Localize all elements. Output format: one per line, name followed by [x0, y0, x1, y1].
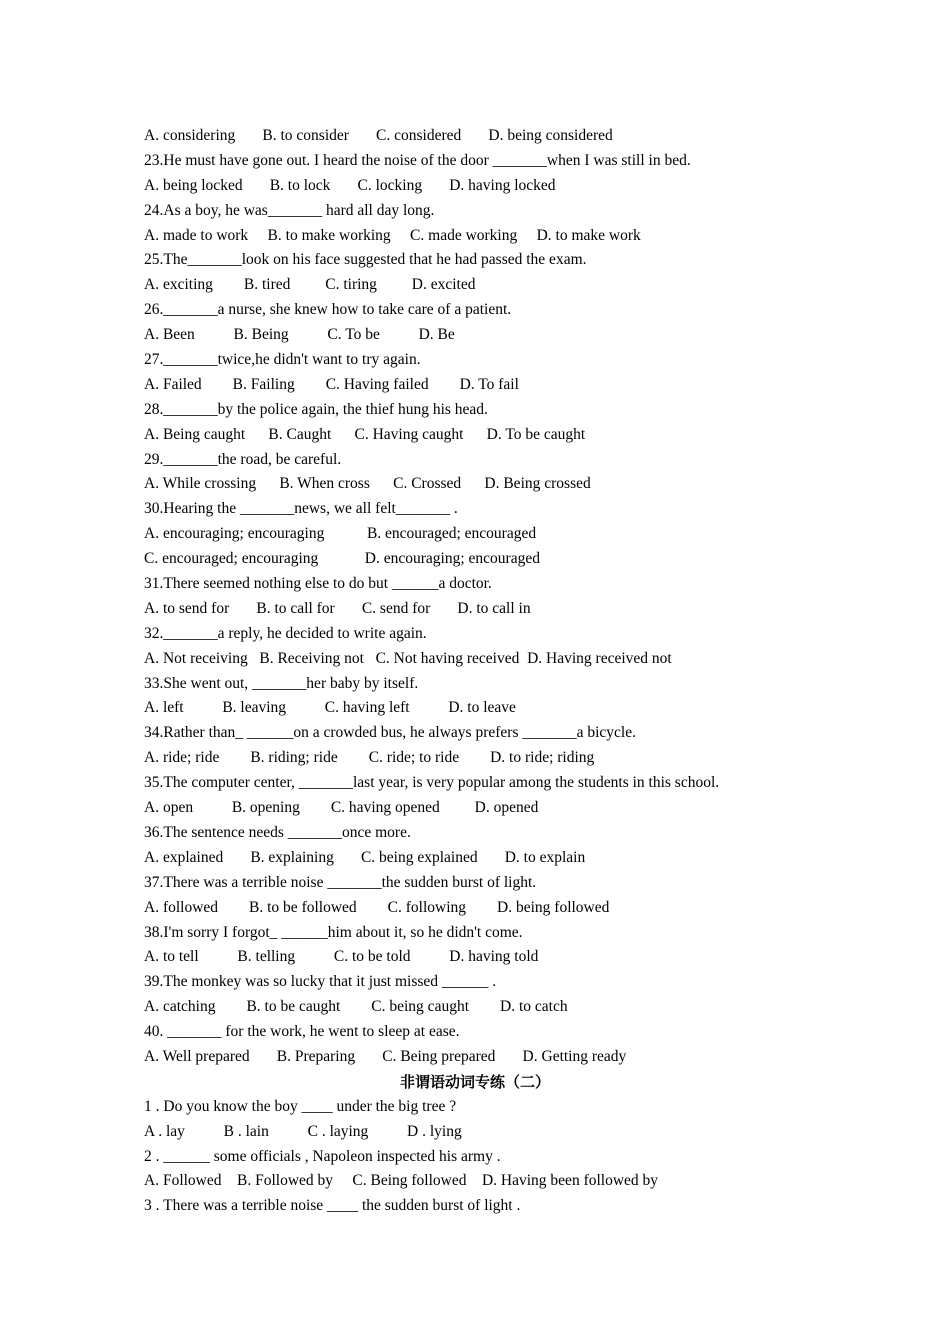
question-2-3: 3 . There was a terrible noise ____ the sudden burst of light . [144, 1197, 521, 1215]
answer-options-26: A. Been B. Being C. To be D. Be [144, 326, 455, 344]
answer-options-27: A. Failed B. Failing C. Having failed D. To fail [144, 375, 519, 393]
answer-options-35: A. open B. opening C. having opened D. opened [144, 799, 539, 817]
question-23: 23.He must have gone out. I heard the noise of the door _______when I was still in bed. [144, 151, 691, 169]
answer-options-22: A. considering B. to consider C. considered D. being considered [144, 127, 613, 144]
question-33: 33.She went out, _______her baby by itself. [144, 674, 419, 692]
answer-options-34: A. ride; ride B. riding; ride C. ride; to ride D. to ride; riding [144, 749, 595, 767]
answer-options-40: A. Well prepared B. Preparing C. Being prepared D. Getting ready [144, 1047, 627, 1065]
question-31: 31.There seemed nothing else to do but ______a doctor. [144, 575, 492, 593]
answer-options-30-cd: C. encouraged; encouraging D. encouraging; encouraged [144, 550, 540, 568]
answer-options-36: A. explained B. explaining C. being explained D. to explain [144, 848, 586, 866]
question-39: 39.The monkey was so lucky that it just missed ______ . [144, 973, 497, 991]
question-24: 24.As a boy, he was_______ hard all day long. [144, 201, 435, 219]
question-40: 40. _______ for the work, he went to sleep at ease. [144, 1023, 460, 1041]
question-26: 26._______a nurse, she knew how to take care of a patient. [144, 301, 512, 319]
question-30: 30.Hearing the _______news, we all felt_______ . [144, 500, 458, 518]
question-34: 34.Rather than_ ______on a crowded bus, he always prefers _______a bicycle. [144, 724, 636, 742]
question-27: 27._______twice,he didn't want to try again. [144, 351, 421, 369]
question-28: 28._______by the police again, the thief hung his head. [144, 400, 488, 418]
answer-options-33: A. left B. leaving C. having left D. to leave [144, 699, 516, 717]
question-25: 25.The_______look on his face suggested that he had passed the exam. [144, 251, 587, 269]
question-2-2: 2 . ______ some officials , Napoleon inspected his army . [144, 1147, 501, 1165]
question-29: 29._______the road, be careful. [144, 450, 342, 468]
question-32: 32._______a reply, he decided to write again. [144, 624, 427, 642]
answer-options-2-2: A. Followed B. Followed by C. Being followed D. Having been followed by [144, 1172, 659, 1190]
answer-options-32: A. Not receiving B. Receiving not C. Not having received D. Having received not [144, 649, 672, 667]
question-2-1: 1 . Do you know the boy ____ under the big tree ? [144, 1097, 457, 1115]
answer-options-31: A. to send for B. to call for C. send for D. to call in [144, 599, 531, 617]
answer-options-37: A. followed B. to be followed C. following D. being followed [144, 898, 610, 916]
section-title: 非谓语动词专练（二） [399, 1072, 550, 1091]
answer-options-25: A. exciting B. tired C. tiring D. excited [144, 276, 476, 294]
answer-options-23: A. being locked B. to lock C. locking D. having locked [144, 176, 556, 194]
answer-options-30-ab: A. encouraging; encouraging B. encouraged; encouraged [144, 525, 537, 543]
question-35: 35.The computer center, _______last year, is very popular among the students in this school. [144, 774, 720, 792]
answer-options-28: A. Being caught B. Caught C. Having caught D. To be caught [144, 425, 586, 443]
answer-options-39: A. catching B. to be caught C. being caught D. to catch [144, 998, 568, 1016]
answer-options-38: A. to tell B. telling C. to be told D. having told [144, 948, 539, 966]
answer-options-29: A. While crossing B. When cross C. Crossed D. Being crossed [144, 475, 591, 493]
question-38: 38.I'm sorry I forgot_ ______him about it, so he didn't come. [144, 923, 523, 941]
question-36: 36.The sentence needs _______once more. [144, 823, 411, 841]
question-37: 37.There was a terrible noise _______the sudden burst of light. [144, 873, 537, 891]
answer-options-24: A. made to work B. to make working C. made working D. to make work [144, 226, 641, 244]
exercise-content [144, 124, 824, 1219]
answer-options-2-1: A . lay B . lain C . laying D . lying [144, 1122, 462, 1140]
